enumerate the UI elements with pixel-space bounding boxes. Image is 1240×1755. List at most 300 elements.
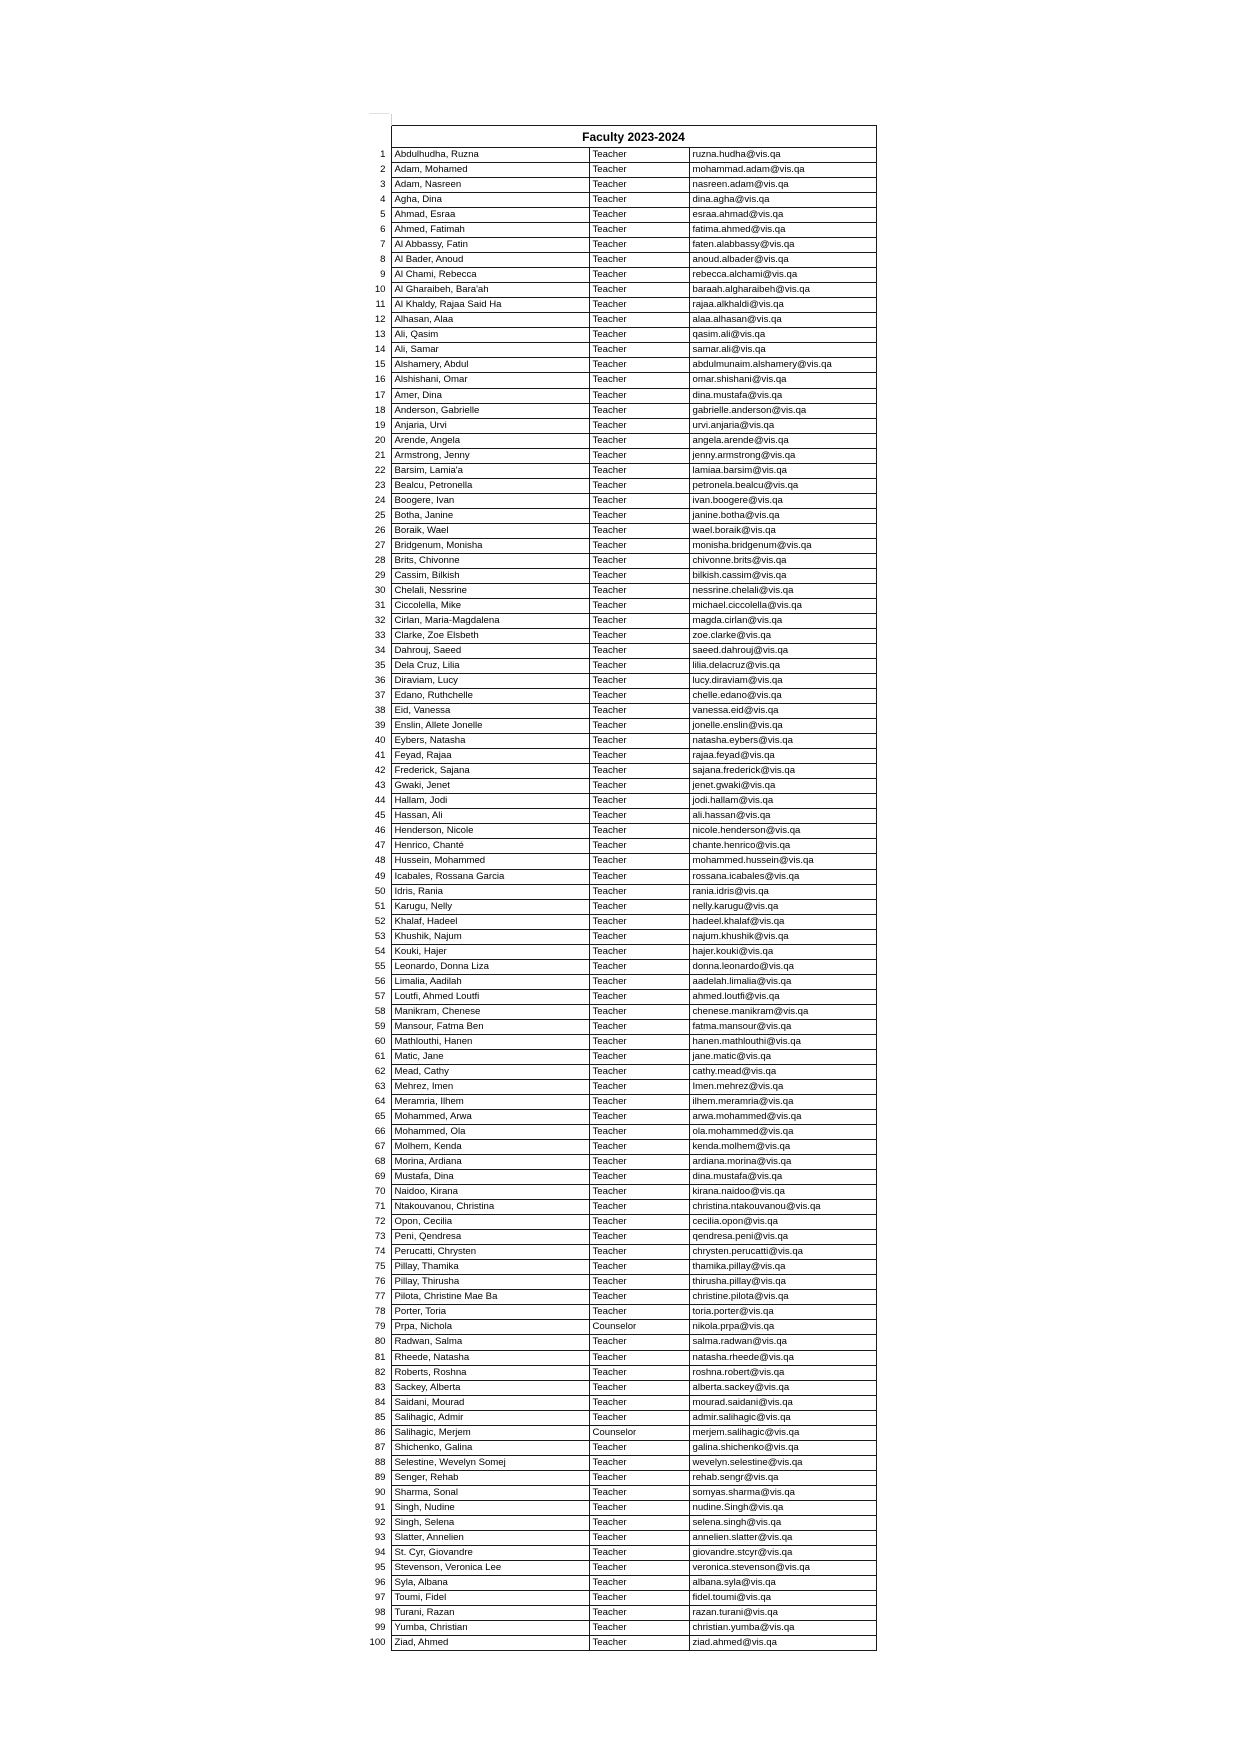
faculty-role: Teacher xyxy=(589,1395,689,1410)
table-row xyxy=(369,148,876,163)
row-number: 87 xyxy=(369,1440,391,1455)
row-number: 6 xyxy=(369,223,391,238)
faculty-email: albana.syla@vis.qa xyxy=(689,1575,876,1590)
faculty-email: giovandre.stcyr@vis.qa xyxy=(689,1545,876,1560)
faculty-name: Mohammed, Ola xyxy=(391,1125,589,1140)
faculty-name: Alshishani, Omar xyxy=(391,373,589,388)
faculty-name: Ntakouvanou, Christina xyxy=(391,1200,589,1215)
faculty-role: Teacher xyxy=(589,343,689,358)
faculty-email: janine.botha@vis.qa xyxy=(689,508,876,523)
faculty-email: bilkish.cassim@vis.qa xyxy=(689,568,876,583)
row-number: 10 xyxy=(369,283,391,298)
table-row xyxy=(369,1110,876,1125)
faculty-role: Teacher xyxy=(589,659,689,674)
faculty-name: Boraik, Wael xyxy=(391,523,589,538)
faculty-email: veronica.stevenson@vis.qa xyxy=(689,1560,876,1575)
faculty-email: ilhem.meramria@vis.qa xyxy=(689,1094,876,1109)
faculty-email: rajaa.alkhaldi@vis.qa xyxy=(689,298,876,313)
faculty-email: magda.cirlan@vis.qa xyxy=(689,613,876,628)
faculty-role: Teacher xyxy=(589,794,689,809)
faculty-role: Teacher xyxy=(589,1636,689,1651)
table-row xyxy=(369,1500,876,1515)
faculty-name: Barsim, Lamia'a xyxy=(391,463,589,478)
table-row xyxy=(369,1064,876,1079)
faculty-role: Teacher xyxy=(589,1485,689,1500)
faculty-role: Teacher xyxy=(589,433,689,448)
table-row xyxy=(369,944,876,959)
faculty-role: Teacher xyxy=(589,629,689,644)
faculty-role: Teacher xyxy=(589,1064,689,1079)
table-row xyxy=(369,704,876,719)
table-row xyxy=(369,1079,876,1094)
row-number: 33 xyxy=(369,629,391,644)
table-row xyxy=(369,1245,876,1260)
faculty-name: Ali, Qasim xyxy=(391,328,589,343)
faculty-name: St. Cyr, Giovandre xyxy=(391,1545,589,1560)
faculty-email: fatma.mansour@vis.qa xyxy=(689,1019,876,1034)
faculty-name: Botha, Janine xyxy=(391,508,589,523)
faculty-role: Teacher xyxy=(589,403,689,418)
spacer-row xyxy=(369,114,876,126)
row-number: 23 xyxy=(369,478,391,493)
faculty-role: Teacher xyxy=(589,448,689,463)
faculty-role: Teacher xyxy=(589,1049,689,1064)
row-number: 30 xyxy=(369,583,391,598)
table-row xyxy=(369,1591,876,1606)
table-row xyxy=(369,1440,876,1455)
row-number: 16 xyxy=(369,373,391,388)
faculty-email: christina.ntakouvanou@vis.qa xyxy=(689,1200,876,1215)
faculty-name: Prpa, Nichola xyxy=(391,1320,589,1335)
faculty-role: Teacher xyxy=(589,1215,689,1230)
faculty-email: rehab.sengr@vis.qa xyxy=(689,1470,876,1485)
row-number: 54 xyxy=(369,944,391,959)
row-number: 15 xyxy=(369,358,391,373)
faculty-role: Teacher xyxy=(589,193,689,208)
row-number: 2 xyxy=(369,163,391,178)
row-number: 28 xyxy=(369,553,391,568)
faculty-email: aadelah.limalia@vis.qa xyxy=(689,974,876,989)
row-number: 71 xyxy=(369,1200,391,1215)
table-row xyxy=(369,283,876,298)
faculty-email: admir.salihagic@vis.qa xyxy=(689,1410,876,1425)
faculty-email: nicole.henderson@vis.qa xyxy=(689,824,876,839)
row-number: 41 xyxy=(369,749,391,764)
table-row xyxy=(369,659,876,674)
faculty-name: Molhem, Kenda xyxy=(391,1140,589,1155)
faculty-name: Manikram, Chenese xyxy=(391,1004,589,1019)
faculty-name: Eybers, Natasha xyxy=(391,734,589,749)
faculty-role: Teacher xyxy=(589,1110,689,1125)
faculty-name: Bridgenum, Monisha xyxy=(391,538,589,553)
faculty-email: ivan.boogere@vis.qa xyxy=(689,493,876,508)
faculty-email: qasim.ali@vis.qa xyxy=(689,328,876,343)
row-number: 51 xyxy=(369,899,391,914)
faculty-role: Teacher xyxy=(589,719,689,734)
faculty-email: natasha.rheede@vis.qa xyxy=(689,1350,876,1365)
faculty-email: nessrine.chelali@vis.qa xyxy=(689,583,876,598)
faculty-name: Mustafa, Dina xyxy=(391,1170,589,1185)
faculty-name: Ahmad, Esraa xyxy=(391,208,589,223)
table-row xyxy=(369,1290,876,1305)
faculty-email: fatima.ahmed@vis.qa xyxy=(689,223,876,238)
row-number: 76 xyxy=(369,1275,391,1290)
faculty-role: Counselor xyxy=(589,1425,689,1440)
row-number: 92 xyxy=(369,1515,391,1530)
faculty-role: Teacher xyxy=(589,253,689,268)
faculty-role: Teacher xyxy=(589,914,689,929)
row-number: 77 xyxy=(369,1290,391,1305)
table-row xyxy=(369,1530,876,1545)
row-number: 25 xyxy=(369,508,391,523)
faculty-email: arwa.mohammed@vis.qa xyxy=(689,1110,876,1125)
faculty-role: Teacher xyxy=(589,1621,689,1636)
row-number: 85 xyxy=(369,1410,391,1425)
faculty-name: Brits, Chivonne xyxy=(391,553,589,568)
faculty-role: Teacher xyxy=(589,1440,689,1455)
faculty-role: Teacher xyxy=(589,884,689,899)
faculty-email: rossana.icabales@vis.qa xyxy=(689,869,876,884)
faculty-role: Teacher xyxy=(589,328,689,343)
row-number: 12 xyxy=(369,313,391,328)
faculty-email: alaa.alhasan@vis.qa xyxy=(689,313,876,328)
faculty-email: anoud.albader@vis.qa xyxy=(689,253,876,268)
faculty-email: christine.pilota@vis.qa xyxy=(689,1290,876,1305)
faculty-role: Teacher xyxy=(589,1606,689,1621)
faculty-name: Porter, Toria xyxy=(391,1305,589,1320)
table-row xyxy=(369,719,876,734)
faculty-name: Alshamery, Abdul xyxy=(391,358,589,373)
faculty-email: somyas.sharma@vis.qa xyxy=(689,1485,876,1500)
faculty-name: Diraviam, Lucy xyxy=(391,674,589,689)
table-row xyxy=(369,373,876,388)
faculty-name: Agha, Dina xyxy=(391,193,589,208)
row-number: 31 xyxy=(369,598,391,613)
table-row xyxy=(369,1320,876,1335)
table-row xyxy=(369,1575,876,1590)
faculty-role: Teacher xyxy=(589,568,689,583)
faculty-role: Teacher xyxy=(589,583,689,598)
faculty-name: Gwaki, Jenet xyxy=(391,779,589,794)
row-number: 34 xyxy=(369,644,391,659)
row-number: 9 xyxy=(369,268,391,283)
row-number: 21 xyxy=(369,448,391,463)
row-number: 67 xyxy=(369,1140,391,1155)
table-row xyxy=(369,884,876,899)
row-number: 44 xyxy=(369,794,391,809)
table-row xyxy=(369,1485,876,1500)
table-row xyxy=(369,268,876,283)
faculty-email: lucy.diraviam@vis.qa xyxy=(689,674,876,689)
row-number: 29 xyxy=(369,568,391,583)
faculty-email: hadeel.khalaf@vis.qa xyxy=(689,914,876,929)
faculty-role: Teacher xyxy=(589,1350,689,1365)
faculty-name: Khushik, Najum xyxy=(391,929,589,944)
faculty-name: Matic, Jane xyxy=(391,1049,589,1064)
table-row xyxy=(369,1275,876,1290)
table-row xyxy=(369,1335,876,1350)
row-number: 22 xyxy=(369,463,391,478)
table-row xyxy=(369,1380,876,1395)
row-number: 5 xyxy=(369,208,391,223)
faculty-name: Eid, Vanessa xyxy=(391,704,589,719)
faculty-email: esraa.ahmad@vis.qa xyxy=(689,208,876,223)
table-row xyxy=(369,493,876,508)
faculty-email: jenet.gwaki@vis.qa xyxy=(689,779,876,794)
faculty-name: Mehrez, Imen xyxy=(391,1079,589,1094)
faculty-name: Shichenko, Galina xyxy=(391,1440,589,1455)
faculty-role: Teacher xyxy=(589,223,689,238)
row-number: 74 xyxy=(369,1245,391,1260)
faculty-email: chelle.edano@vis.qa xyxy=(689,689,876,704)
faculty-role: Teacher xyxy=(589,478,689,493)
row-number: 68 xyxy=(369,1155,391,1170)
faculty-role: Teacher xyxy=(589,809,689,824)
faculty-email: hanen.mathlouthi@vis.qa xyxy=(689,1034,876,1049)
table-row xyxy=(369,1019,876,1034)
faculty-role: Teacher xyxy=(589,1410,689,1425)
faculty-role: Teacher xyxy=(589,1140,689,1155)
table-row xyxy=(369,779,876,794)
row-number-cell xyxy=(369,114,391,126)
table-row xyxy=(369,1004,876,1019)
row-number: 17 xyxy=(369,388,391,403)
faculty-email: donna.leonardo@vis.qa xyxy=(689,959,876,974)
faculty-name: Abdulhudha, Ruzna xyxy=(391,148,589,163)
faculty-name: Pillay, Thamika xyxy=(391,1260,589,1275)
table-row xyxy=(369,1185,876,1200)
table-row xyxy=(369,1425,876,1440)
faculty-role: Teacher xyxy=(589,854,689,869)
row-number: 42 xyxy=(369,764,391,779)
faculty-role: Teacher xyxy=(589,523,689,538)
faculty-role: Teacher xyxy=(589,1515,689,1530)
row-number: 63 xyxy=(369,1079,391,1094)
faculty-email: fidel.toumi@vis.qa xyxy=(689,1591,876,1606)
faculty-name: Amer, Dina xyxy=(391,388,589,403)
row-number: 53 xyxy=(369,929,391,944)
row-number: 7 xyxy=(369,238,391,253)
faculty-role: Teacher xyxy=(589,749,689,764)
table-row xyxy=(369,583,876,598)
faculty-email: mourad.saidani@vis.qa xyxy=(689,1395,876,1410)
faculty-email: cathy.mead@vis.qa xyxy=(689,1064,876,1079)
table-row xyxy=(369,1260,876,1275)
faculty-role: Teacher xyxy=(589,553,689,568)
table-row xyxy=(369,794,876,809)
faculty-email: urvi.anjaria@vis.qa xyxy=(689,418,876,433)
row-number-cell xyxy=(369,126,391,148)
faculty-name: Al Bader, Anoud xyxy=(391,253,589,268)
table-row xyxy=(369,1170,876,1185)
faculty-name: Perucatti, Chrysten xyxy=(391,1245,589,1260)
faculty-email: thamika.pillay@vis.qa xyxy=(689,1260,876,1275)
faculty-name: Edano, Ruthchelle xyxy=(391,689,589,704)
row-number: 72 xyxy=(369,1215,391,1230)
title-row xyxy=(369,126,876,148)
table-row xyxy=(369,238,876,253)
faculty-name: Adam, Mohamed xyxy=(391,163,589,178)
faculty-role: Teacher xyxy=(589,178,689,193)
faculty-name: Feyad, Rajaa xyxy=(391,749,589,764)
faculty-name: Ali, Samar xyxy=(391,343,589,358)
row-number: 32 xyxy=(369,613,391,628)
faculty-email: saeed.dahrouj@vis.qa xyxy=(689,644,876,659)
faculty-email: ardiana.morina@vis.qa xyxy=(689,1155,876,1170)
faculty-email: jane.matic@vis.qa xyxy=(689,1049,876,1064)
faculty-role: Teacher xyxy=(589,704,689,719)
faculty-name: Turani, Razan xyxy=(391,1606,589,1621)
faculty-role: Teacher xyxy=(589,1591,689,1606)
faculty-name: Singh, Nudine xyxy=(391,1500,589,1515)
row-number: 90 xyxy=(369,1485,391,1500)
faculty-name: Mohammed, Arwa xyxy=(391,1110,589,1125)
row-number: 57 xyxy=(369,989,391,1004)
faculty-email: alberta.sackey@vis.qa xyxy=(689,1380,876,1395)
faculty-email: natasha.eybers@vis.qa xyxy=(689,734,876,749)
faculty-name: Yumba, Christian xyxy=(391,1621,589,1636)
faculty-role: Teacher xyxy=(589,1004,689,1019)
row-number: 11 xyxy=(369,298,391,313)
row-number: 60 xyxy=(369,1034,391,1049)
row-number: 45 xyxy=(369,809,391,824)
faculty-role: Teacher xyxy=(589,1094,689,1109)
table-row xyxy=(369,644,876,659)
faculty-email: christian.yumba@vis.qa xyxy=(689,1621,876,1636)
table-row xyxy=(369,1140,876,1155)
faculty-name: Boogere, Ivan xyxy=(391,493,589,508)
faculty-name: Dela Cruz, Lilia xyxy=(391,659,589,674)
faculty-email: toria.porter@vis.qa xyxy=(689,1305,876,1320)
faculty-role: Teacher xyxy=(589,598,689,613)
faculty-role: Teacher xyxy=(589,644,689,659)
faculty-role: Teacher xyxy=(589,1170,689,1185)
row-number: 47 xyxy=(369,839,391,854)
faculty-email: nasreen.adam@vis.qa xyxy=(689,178,876,193)
row-number: 95 xyxy=(369,1560,391,1575)
table-row xyxy=(369,403,876,418)
table-row xyxy=(369,1621,876,1636)
table-row xyxy=(369,568,876,583)
faculty-email: petronela.bealcu@vis.qa xyxy=(689,478,876,493)
faculty-email: najum.khushik@vis.qa xyxy=(689,929,876,944)
row-number: 36 xyxy=(369,674,391,689)
faculty-role: Teacher xyxy=(589,493,689,508)
faculty-role: Teacher xyxy=(589,1575,689,1590)
row-number: 49 xyxy=(369,869,391,884)
faculty-role: Teacher xyxy=(589,1275,689,1290)
table-row xyxy=(369,208,876,223)
faculty-email: Imen.mehrez@vis.qa xyxy=(689,1079,876,1094)
faculty-email: michael.ciccolella@vis.qa xyxy=(689,598,876,613)
faculty-role: Teacher xyxy=(589,674,689,689)
faculty-email: dina.mustafa@vis.qa xyxy=(689,388,876,403)
table-row xyxy=(369,598,876,613)
table-row xyxy=(369,854,876,869)
faculty-email: abdulmunaim.alshamery@vis.qa xyxy=(689,358,876,373)
faculty-email: rajaa.feyad@vis.qa xyxy=(689,749,876,764)
table-row xyxy=(369,869,876,884)
row-number: 50 xyxy=(369,884,391,899)
row-number: 19 xyxy=(369,418,391,433)
empty-cell xyxy=(391,114,589,126)
row-number: 18 xyxy=(369,403,391,418)
faculty-email: lamiaa.barsim@vis.qa xyxy=(689,463,876,478)
faculty-email: dina.agha@vis.qa xyxy=(689,193,876,208)
row-number: 39 xyxy=(369,719,391,734)
faculty-name: Chelali, Nessrine xyxy=(391,583,589,598)
faculty-role: Teacher xyxy=(589,1230,689,1245)
table-row xyxy=(369,613,876,628)
table-row xyxy=(369,839,876,854)
table-row xyxy=(369,298,876,313)
faculty-email: omar.shishani@vis.qa xyxy=(689,373,876,388)
faculty-name: Salihagic, Admir xyxy=(391,1410,589,1425)
faculty-role: Teacher xyxy=(589,148,689,163)
faculty-name: Ciccolella, Mike xyxy=(391,598,589,613)
faculty-role: Teacher xyxy=(589,418,689,433)
faculty-name: Saidani, Mourad xyxy=(391,1395,589,1410)
table-row xyxy=(369,193,876,208)
faculty-email: wael.boraik@vis.qa xyxy=(689,523,876,538)
faculty-email: merjem.salihagic@vis.qa xyxy=(689,1425,876,1440)
faculty-email: chivonne.brits@vis.qa xyxy=(689,553,876,568)
table-row xyxy=(369,1215,876,1230)
faculty-name: Khalaf, Hadeel xyxy=(391,914,589,929)
faculty-name: Henrico, Chanté xyxy=(391,839,589,854)
row-number: 1 xyxy=(369,148,391,163)
faculty-email: ola.mohammed@vis.qa xyxy=(689,1125,876,1140)
table-row xyxy=(369,689,876,704)
faculty-name: Slatter, Annelien xyxy=(391,1530,589,1545)
faculty-email: galina.shichenko@vis.qa xyxy=(689,1440,876,1455)
faculty-email: qendresa.peni@vis.qa xyxy=(689,1230,876,1245)
faculty-role: Teacher xyxy=(589,538,689,553)
table-row xyxy=(369,553,876,568)
row-number: 65 xyxy=(369,1110,391,1125)
faculty-role: Teacher xyxy=(589,1335,689,1350)
faculty-name: Sharma, Sonal xyxy=(391,1485,589,1500)
table-row xyxy=(369,463,876,478)
faculty-name: Hussein, Mohammed xyxy=(391,854,589,869)
faculty-name: Frederick, Sajana xyxy=(391,764,589,779)
row-number: 43 xyxy=(369,779,391,794)
faculty-role: Teacher xyxy=(589,1079,689,1094)
table-row xyxy=(369,328,876,343)
table-row xyxy=(369,1545,876,1560)
faculty-name: Cirlan, Maria-Magdalena xyxy=(391,613,589,628)
faculty-role: Teacher xyxy=(589,929,689,944)
faculty-name: Kouki, Hajer xyxy=(391,944,589,959)
faculty-email: ahmed.loutfi@vis.qa xyxy=(689,989,876,1004)
table-row xyxy=(369,358,876,373)
faculty-role: Teacher xyxy=(589,989,689,1004)
faculty-name: Peni, Qendresa xyxy=(391,1230,589,1245)
faculty-role: Teacher xyxy=(589,824,689,839)
faculty-name: Sackey, Alberta xyxy=(391,1380,589,1395)
row-number: 38 xyxy=(369,704,391,719)
table-row xyxy=(369,1470,876,1485)
table-row xyxy=(369,929,876,944)
faculty-name: Cassim, Bilkish xyxy=(391,568,589,583)
faculty-role: Teacher xyxy=(589,163,689,178)
row-number: 3 xyxy=(369,178,391,193)
table-row xyxy=(369,538,876,553)
table-row xyxy=(369,1125,876,1140)
row-number: 94 xyxy=(369,1545,391,1560)
row-number: 55 xyxy=(369,959,391,974)
faculty-role: Teacher xyxy=(589,1260,689,1275)
